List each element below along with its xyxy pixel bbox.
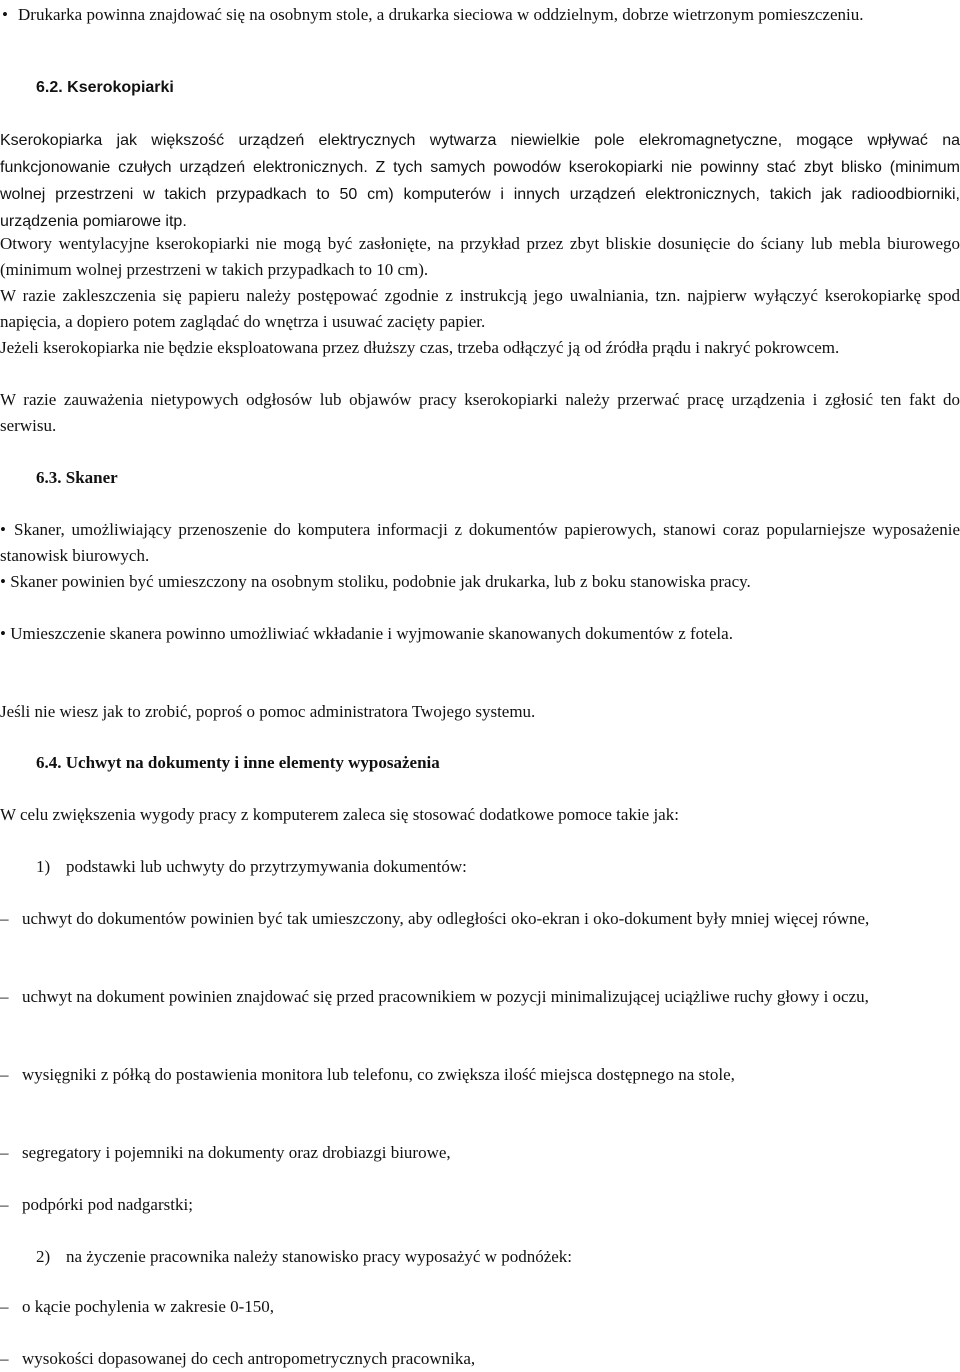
list-number: 1) — [36, 857, 51, 876]
scanner-bullet-3-text: Umieszczenie skanera powinno umożliwiać wkładanie i wyjmowanie skanowanych dokumentów z fotela. — [10, 624, 733, 643]
bullet-marker: • — [0, 572, 6, 591]
copier-paragraph-1-part-b: Z tych samych powodów kserokopiarki nie powinny stać zbyt blisko (minimum wolnej przestrzeni w takich przypadkach to 50 cm) komputerów i innych urządzeń elektronicznych, takich jak radioodbiorniki, urządzenia pomiarowe itp. — [0, 159, 960, 230]
dash-item-7 — [0, 1346, 960, 1372]
scanner-bullet-1-text: Skaner, umożliwiający przenoszenie do komputera informacji z dokumentów papierowych, stanowi coraz popularniejsze wyposażenie stanowisk biurowych. — [0, 520, 960, 565]
numbered-item-1 — [36, 854, 936, 880]
printer-bullet-text: Drukarka powinna znajdować się na osobnym stole, a drukarka sieciowa w oddzielnym, dobrze wietrzonym pomieszczeniu. — [18, 5, 864, 24]
section-number: 6.2. — [36, 79, 63, 96]
dash-marker: – — [0, 1195, 9, 1214]
copier-paragraph-3: W razie zakleszczenia się papieru należy postępować zgodnie z instrukcją jego uwalniania, tzn. najpierw wyłączyć kserokopiarkę spod napięcia, a dopiero potem zaglądać do wnętrza i usuwać zacięty papier. — [0, 286, 960, 331]
dash-item-5 — [0, 1192, 960, 1218]
dash-item-7-text: wysokości dopasowanej do cech antropometrycznych pracownika, — [22, 1349, 476, 1368]
dash-marker: – — [0, 1143, 9, 1162]
section-title: Kserokopiarki — [67, 79, 174, 96]
dash-marker: – — [0, 1297, 9, 1316]
copier-paragraph-5: W razie zauważenia nietypowych odgłosów lub objawów pracy kserokopiarki należy przerwać pracę urządzenia i zgłosić ten fakt do serwisu. — [0, 390, 960, 435]
numbered-item-1-text: podstawki lub uchwyty do przytrzymywania dokumentów: — [66, 857, 467, 876]
bullet-marker: • — [2, 5, 8, 24]
bullet-marker: • — [0, 520, 6, 539]
scanner-bullet-2-text: Skaner powinien być umieszczony na osobnym stoliku, podobnie jak drukarka, lub z boku stanowiska pracy. — [10, 572, 751, 591]
dash-item-2 — [0, 984, 960, 1010]
dash-item-1 — [0, 906, 960, 932]
section-title: Skaner — [65, 468, 118, 487]
section-6-3-heading — [36, 465, 436, 491]
help-note: Jeśli nie wiesz jak to zrobić, poproś o pomoc administratora Twojego systemu. — [0, 702, 536, 721]
copier-paragraph-4: Jeżeli kserokopiarka nie będzie eksploatowana przez dłuższy czas, trzeba odłączyć ją od źródła prądu i nakryć pokrowcem. — [0, 338, 840, 357]
dash-marker: – — [0, 1065, 9, 1084]
copier-paragraph-1-part-a: Kserokopiarka jak większość urządzeń elektrycznych wytwarza niewielkie pole elekromagnetyczne, mogące wpływać na funkcjonowanie czułych urządzeń elektronicznych. — [0, 132, 960, 176]
dash-marker: – — [0, 1349, 9, 1368]
dash-item-6 — [0, 1294, 960, 1320]
numbered-item-2-text: na życzenie pracownika należy stanowisko pracy wyposażyć w podnóżek: — [66, 1247, 573, 1266]
dash-item-3 — [0, 1062, 960, 1088]
dash-item-5-text: podpórki pod nadgarstki; — [22, 1195, 193, 1214]
dash-item-2-text: uchwyt na dokument powinien znajdować się przed pracownikiem w pozycji minimalizującej uciążliwe ruchy głowy i oczu, — [22, 987, 869, 1006]
section-number: 6.3. — [36, 468, 62, 487]
scanner-bullet-2 — [0, 569, 960, 595]
dash-item-1-text: uchwyt do dokumentów powinien być tak umieszczony, aby odległości oko-ekran i oko-dokument były mniej więcej równe, — [22, 909, 870, 928]
dash-marker: – — [0, 987, 9, 1006]
section-6-2-heading — [36, 75, 436, 101]
equipment-intro: W celu zwiększenia wygody pracy z komputerem zaleca się stosować dodatkowe pomoce takie jak: — [0, 805, 679, 824]
numbered-item-2 — [36, 1244, 936, 1270]
section-number: 6.4. — [36, 753, 62, 772]
section-6-4-heading — [36, 750, 736, 776]
section-title: Uchwyt na dokumenty i inne elementy wyposażenia — [65, 753, 440, 772]
bullet-marker: • — [0, 624, 6, 643]
printer-bullet-item — [0, 2, 960, 54]
copier-paragraph-2: Otwory wentylacyjne kserokopiarki nie mogą być zasłonięte, na przykład przez zbyt bliskie dosunięcie do ściany lub mebla biurowego (minimum wolnej przestrzeni w takich przypadkach to 10 cm). — [0, 234, 960, 279]
list-number: 2) — [36, 1247, 51, 1266]
dash-marker: – — [0, 909, 9, 928]
dash-item-4 — [0, 1140, 960, 1166]
dash-item-6-text: o kącie pochylenia w zakresie 0-150, — [22, 1297, 275, 1316]
copier-paragraph-1 — [0, 127, 960, 235]
dash-item-4-text: segregatory i pojemniki na dokumenty oraz drobiazgi biurowe, — [22, 1143, 451, 1162]
scanner-bullet-1 — [0, 517, 960, 569]
scanner-bullet-3 — [0, 621, 960, 647]
dash-item-3-text: wysięgniki z półką do postawienia monitora lub telefonu, co zwiększa ilość miejsca dostępnego na stole, — [22, 1065, 735, 1084]
